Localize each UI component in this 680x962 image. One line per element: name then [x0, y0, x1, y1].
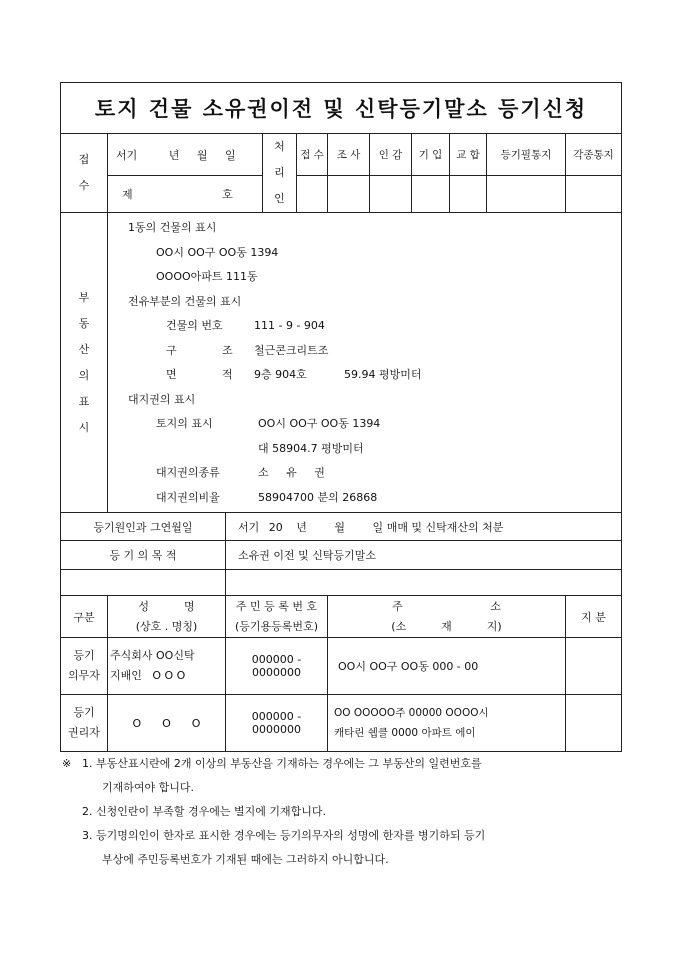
col-proof: 교 합	[450, 134, 487, 176]
note-1: ※ 1. 부동산표시란에 2개 이상의 부동산을 기재하는 경우에는 그 부동산의 일련번호를 기재하여야 합니다.	[62, 752, 622, 800]
notes-section	[62, 752, 622, 872]
cell-proof[interactable]	[450, 176, 487, 213]
cell-receipt[interactable]	[297, 176, 328, 213]
building-heading: 1동의 건물의 표시	[128, 221, 217, 234]
col-type-header: 구분	[61, 596, 108, 638]
note-mark: ※	[62, 757, 72, 770]
purpose-label: 등 기 의 목 적	[61, 541, 226, 570]
reception-label: 접 수	[61, 134, 108, 213]
col-other-notice: 각종통지	[566, 134, 622, 176]
note-2: 2. 신청인란이 부족할 경우에는 별지에 기재합니다.	[82, 805, 327, 818]
cell-seal[interactable]	[370, 176, 412, 213]
obligor-name[interactable]: 주식회사 OO신탁 지배인 O O O	[108, 638, 226, 695]
property-description	[108, 213, 622, 513]
purpose-value[interactable]: 소유권 이전 및 신탁등기말소	[226, 541, 622, 570]
cause-value[interactable]: 서기 20 년 월 일 매매 및 신탁재산의 처분	[226, 513, 622, 541]
land-area: 대 58904.7 평방미터	[258, 441, 364, 455]
obligor-share[interactable]	[566, 638, 622, 695]
blank-value[interactable]	[226, 570, 622, 596]
right-ratio-row: 대지권의비율 58904700 분의 26868	[156, 490, 378, 504]
form-title: 토지 건물 소유권이전 및 신탁등기말소 등기신청	[61, 83, 622, 134]
cell-review[interactable]	[328, 176, 370, 213]
col-receipt: 접 수	[297, 134, 328, 176]
application-table	[60, 82, 622, 752]
building-address: OO시 OO구 OO동 1394	[156, 245, 279, 259]
right-type-row: 대지권의종류 소 유 권	[156, 466, 325, 479]
obligor-address[interactable]: OO시 OO구 OO동 000 - 00	[328, 638, 566, 695]
obligee-name[interactable]: O O O	[108, 695, 226, 752]
reception-number[interactable]: 제 호	[108, 176, 263, 213]
col-address-header: 주 소 (소 재 지)	[328, 596, 566, 638]
reception-date[interactable]: 서기 년 월 일	[108, 134, 263, 176]
land-right-heading: 대지권의 표시	[128, 392, 196, 406]
obligee-id[interactable]: 000000 - 0000000	[226, 695, 328, 752]
col-id-header: 주 민 등 록 번 호 (등기용등록번호)	[226, 596, 328, 638]
building-name: OOOO아파트 111동	[156, 270, 258, 283]
col-completion-notice: 등기필통지	[487, 134, 566, 176]
obligor-id[interactable]: 000000 - 0000000	[226, 638, 328, 695]
col-entry: 기 입	[412, 134, 450, 176]
obligee-address[interactable]: OO OOOOO주 00000 OOOO시 캐타린 쉡클 0000 아파트 에이	[328, 695, 566, 752]
col-seal: 인 감	[370, 134, 412, 176]
structure-row: 구 조 철근콘크리트조	[166, 343, 329, 357]
property-label: 부 동 산 의 표 시	[61, 213, 108, 513]
unit-heading: 전유부분의 건물의 표시	[128, 294, 242, 308]
col-share-header: 지 분	[566, 596, 622, 638]
obligee-type: 등기 권리자	[61, 695, 108, 752]
cell-other-notice[interactable]	[566, 176, 622, 213]
obligor-type: 등기 의무자	[61, 638, 108, 695]
land-row: 토지의 표시 OO시 OO구 OO동 1394	[156, 417, 381, 430]
registration-form	[60, 82, 621, 752]
cause-label: 등기원인과 그연월일	[61, 513, 226, 541]
blank-label	[61, 570, 226, 596]
col-name-header: 성 명 (상호 . 명칭)	[108, 596, 226, 638]
cell-entry[interactable]	[412, 176, 450, 213]
obligee-share[interactable]	[566, 695, 622, 752]
col-review: 조 사	[328, 134, 370, 176]
note-3: 3. 등기명의인이 한자로 표시한 경우에는 등기의무자의 성명에 한자를 병기하되 등기 부상에 주민등록번호가 기재된 때에는 그러하지 아니합니다.	[82, 829, 486, 866]
area-row: 면 적 9층 904호 59.94 평방미터	[166, 368, 422, 381]
processor-label: 처 리 인	[263, 134, 297, 213]
cell-completion-notice[interactable]	[487, 176, 566, 213]
unit-number-row: 건물의 번호 111 - 9 - 904	[166, 319, 325, 332]
